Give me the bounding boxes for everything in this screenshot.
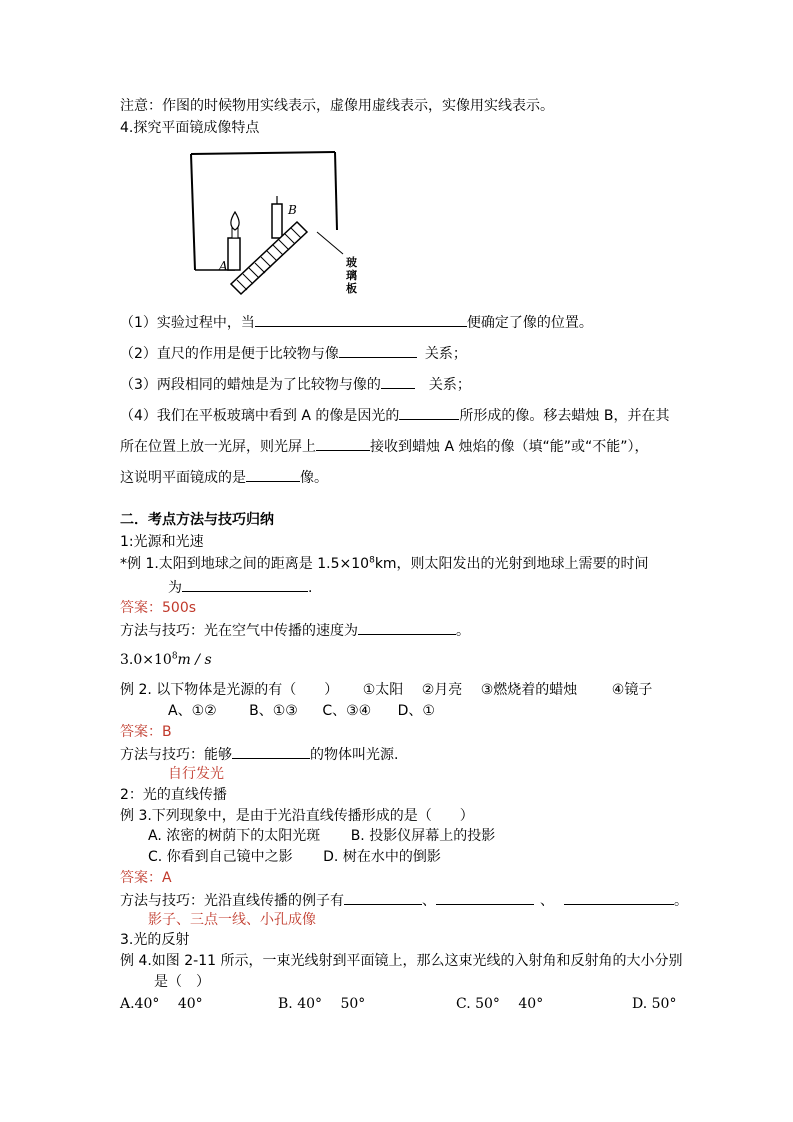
plane-mirror-experiment-figure — [185, 146, 375, 296]
blank-6[interactable] — [246, 466, 300, 482]
figure-label-b: B — [288, 203, 297, 217]
choice-b[interactable]: B、①③ — [249, 703, 298, 719]
glass-plate-icon — [231, 222, 307, 294]
question-4-line-3: 这说明平面镜成的是 像。 — [120, 466, 328, 488]
note-text: 注意：作图的时候物用实线表示，虚像用虚线表示，实像用实线表示。 — [120, 98, 554, 114]
example-4-line-2: 是（ ） — [154, 974, 210, 990]
tip-1: 方法与技巧：光在空气中传播的速度为 。 — [120, 619, 470, 641]
blank-8[interactable] — [358, 619, 456, 635]
speed-of-light: $3.0\times 10^8m / s$ — [120, 651, 212, 668]
topic-1-title: 1:光源和光速 — [120, 534, 204, 550]
blank-1[interactable] — [255, 311, 467, 327]
example-4-choice-c[interactable]: C. 50° 40° — [456, 996, 544, 1012]
example-3-question: 例 3.下列现象中，是由于光沿直线传播形成的是（ ） — [120, 808, 474, 824]
blank-5[interactable] — [316, 435, 370, 451]
option-2: ②月亮 — [421, 682, 463, 698]
candle-a-icon — [228, 212, 240, 270]
example-1-line-1: *例 1.太阳到地球之间的距离是 $1.5\times 10^8km$，则太阳发出的光射到地球上需要的时间 — [120, 555, 649, 572]
choice-a[interactable]: A. 浓密的树荫下的太阳光斑 — [148, 828, 321, 844]
example-4-choice-b[interactable]: B. 40° 50° — [278, 996, 366, 1012]
question-1: （1）实验过程中，当 便确定了像的位置。 — [120, 311, 593, 333]
blank-3[interactable] — [381, 373, 415, 389]
tip-2-answer: 自行发光 — [168, 766, 224, 782]
option-4: ④镜子 — [611, 682, 653, 698]
example-3-choices-row-2 — [148, 847, 441, 867]
blank-12[interactable] — [564, 889, 674, 905]
example-1-line-2: 为 . — [168, 576, 312, 598]
question-4-line-1: （4）我们在平板玻璃中看到 A 的像是因光的 所形成的像。移去蜡烛 B，并在其 — [120, 404, 669, 426]
answer-2: 答案：B — [120, 724, 172, 740]
section2-title: 二．考点方法与技巧归纳 — [120, 512, 274, 528]
glass-label-1: 玻 — [346, 256, 357, 269]
blank-4[interactable] — [399, 404, 459, 420]
choice-b[interactable]: B. 投影仪屏幕上的投影 — [350, 828, 496, 844]
example-4-choice-d[interactable]: D. 50° — [632, 996, 677, 1012]
tip-3-answer: 影子、三点一线、小孔成像 — [148, 912, 316, 928]
example-2-choices — [168, 701, 435, 721]
example-3-choices-row-1 — [148, 826, 495, 846]
blank-9[interactable] — [232, 743, 310, 759]
blank-2[interactable] — [339, 342, 417, 358]
answer-1: 答案：500s — [120, 600, 197, 616]
glass-label-3: 板 — [346, 282, 357, 295]
question-2: （2）直尺的作用是便于比较物与像 关系； — [120, 342, 467, 364]
option-1: ①太阳 — [362, 682, 404, 698]
topic-2-title: 2：光的直线传播 — [120, 787, 227, 803]
glass-label-2: 璃 — [346, 269, 357, 282]
tip-2: 方法与技巧：能够 的物体叫光源. — [120, 743, 398, 765]
blank-7[interactable] — [182, 576, 308, 592]
choice-d[interactable]: D、① — [397, 703, 435, 719]
candle-b-icon — [272, 196, 282, 238]
blank-10[interactable] — [344, 889, 422, 905]
choice-c[interactable]: C、③④ — [322, 703, 372, 719]
section4-title: 4.探究平面镜成像特点 — [120, 120, 260, 136]
choice-d[interactable]: D. 树在水中的倒影 — [323, 849, 441, 865]
option-3: ③燃烧着的蜡烛 — [480, 682, 578, 698]
question-3: （3）两段相同的蜡烛是为了比较物与像的 关系； — [120, 373, 471, 395]
example-2-question: 例 2. 以下物体是光源的有（ ） ①太阳 ②月亮 ③燃烧着的蜡烛 ④镜子 — [120, 682, 653, 698]
figure-label-a: A — [219, 259, 228, 273]
question-4-line-2: 所在位置上放一光屏，则光屏上 接收到蜡烛 A 烛焰的像（填“能”或“不能”）， — [120, 435, 649, 457]
answer-3: 答案：A — [120, 870, 172, 886]
blank-11[interactable] — [436, 889, 534, 905]
choice-c[interactable]: C. 你看到自己镜中之影 — [148, 849, 293, 865]
example-4-choice-a[interactable]: A.40° 40° — [120, 996, 203, 1012]
tip-3: 方法与技巧：光沿直线传播的例子有 、 、 。 — [120, 889, 688, 911]
topic-3-title: 3.光的反射 — [120, 932, 190, 948]
choice-a[interactable]: A、①② — [168, 703, 217, 719]
example-4-line-1: 例 4.如图 2-11 所示，一束光线射到平面镜上，那么这束光线的入射角和反射角的大小分别 — [120, 953, 683, 969]
